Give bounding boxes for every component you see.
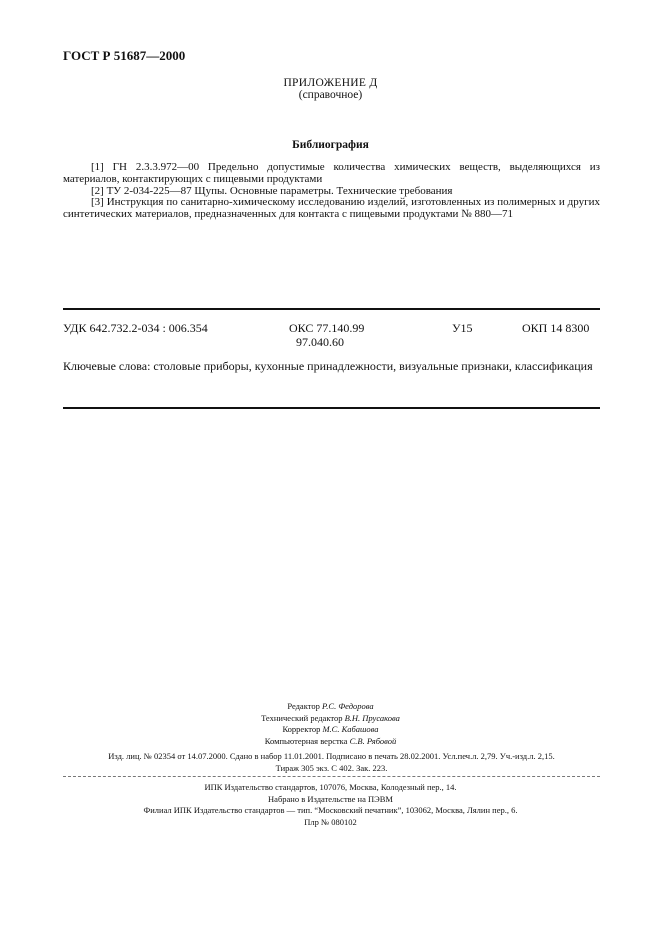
appendix-title: ПРИЛОЖЕНИЕ Д: [283, 77, 378, 89]
credit-role: Компьютерная верстка: [264, 735, 348, 746]
bibliography-list: [63, 162, 600, 221]
credits-block: [0, 701, 661, 747]
divider-bottom: [63, 407, 600, 409]
bibliography-item: [2] ТУ 2-034-225—87 Щупы. Основные параметры. Технические требования: [91, 184, 453, 197]
okp-code: ОКП 14 8300: [522, 321, 590, 335]
group-code: У15: [452, 321, 473, 335]
oks-code-2: 97.040.60: [296, 335, 344, 349]
printing-line: Плр № 080102: [304, 816, 357, 827]
credit-name: С.В. Рябовой: [349, 735, 397, 746]
credit-line: [0, 713, 661, 725]
credit-role: Корректор: [282, 724, 321, 734]
bibliography-item: [1] ГН 2.3.3.972—00 Предельно допустимые количества химических веществ, выделяющихся из материалов, контактирующих с пищевыми продуктами: [63, 161, 600, 185]
bibliography-item: [3] Инструкция по санитарно-химическому исследованию изделий, изготовленных из полимерных и других синтетических материалов, предназначенных для контакта с пищевыми продуктами № 880—71: [63, 196, 600, 221]
printing-line: ИПК Издательство стандартов, 107076, Москва, Колодезный пер., 14.: [204, 782, 457, 792]
credit-role: Технический редактор: [261, 712, 343, 723]
publication-line-2: Тираж 305 экз. С 402. Зак. 223.: [275, 762, 388, 773]
dashed-divider: [63, 776, 600, 777]
publication-line-1: Изд. лиц. № 02354 от 14.07.2000. Сдано в набор 11.01.2001. Подписано в печать 28.02.2001. Усл.печ.л. 2,79. Уч.-изд.л. 2,15.: [108, 751, 555, 761]
appendix-subtitle: (справочное): [298, 89, 363, 101]
publication-info: [63, 751, 600, 774]
document-header: ГОСТ Р 51687—2000: [63, 48, 186, 63]
printing-line: Филиал ИПК Издательство стандартов — тип. “Московский печатник”, 103062, Москва, Лялин пер., 6.: [143, 805, 518, 815]
credit-name: Р.С. Федорова: [321, 701, 374, 711]
printing-line: Набрано в Издательстве на ПЭВМ: [268, 793, 393, 804]
credit-name: М.С. Кабашова: [322, 724, 379, 734]
credit-line: [0, 724, 661, 736]
divider-top: [63, 308, 600, 310]
udk-code: УДК 642.732.2-034 : 006.354: [63, 321, 208, 335]
credit-line: [0, 701, 661, 713]
printing-info: [0, 782, 661, 828]
credit-line: [0, 736, 661, 748]
credit-role: Редактор: [287, 701, 320, 711]
credit-name: В.Н. Прусакова: [344, 712, 400, 723]
keywords: Ключевые слова: столовые приборы, кухонные принадлежности, визуальные признаки, классификация: [63, 359, 593, 373]
bibliography-title: Библиография: [292, 139, 369, 151]
oks-code-1: ОКС 77.140.99: [289, 321, 365, 335]
